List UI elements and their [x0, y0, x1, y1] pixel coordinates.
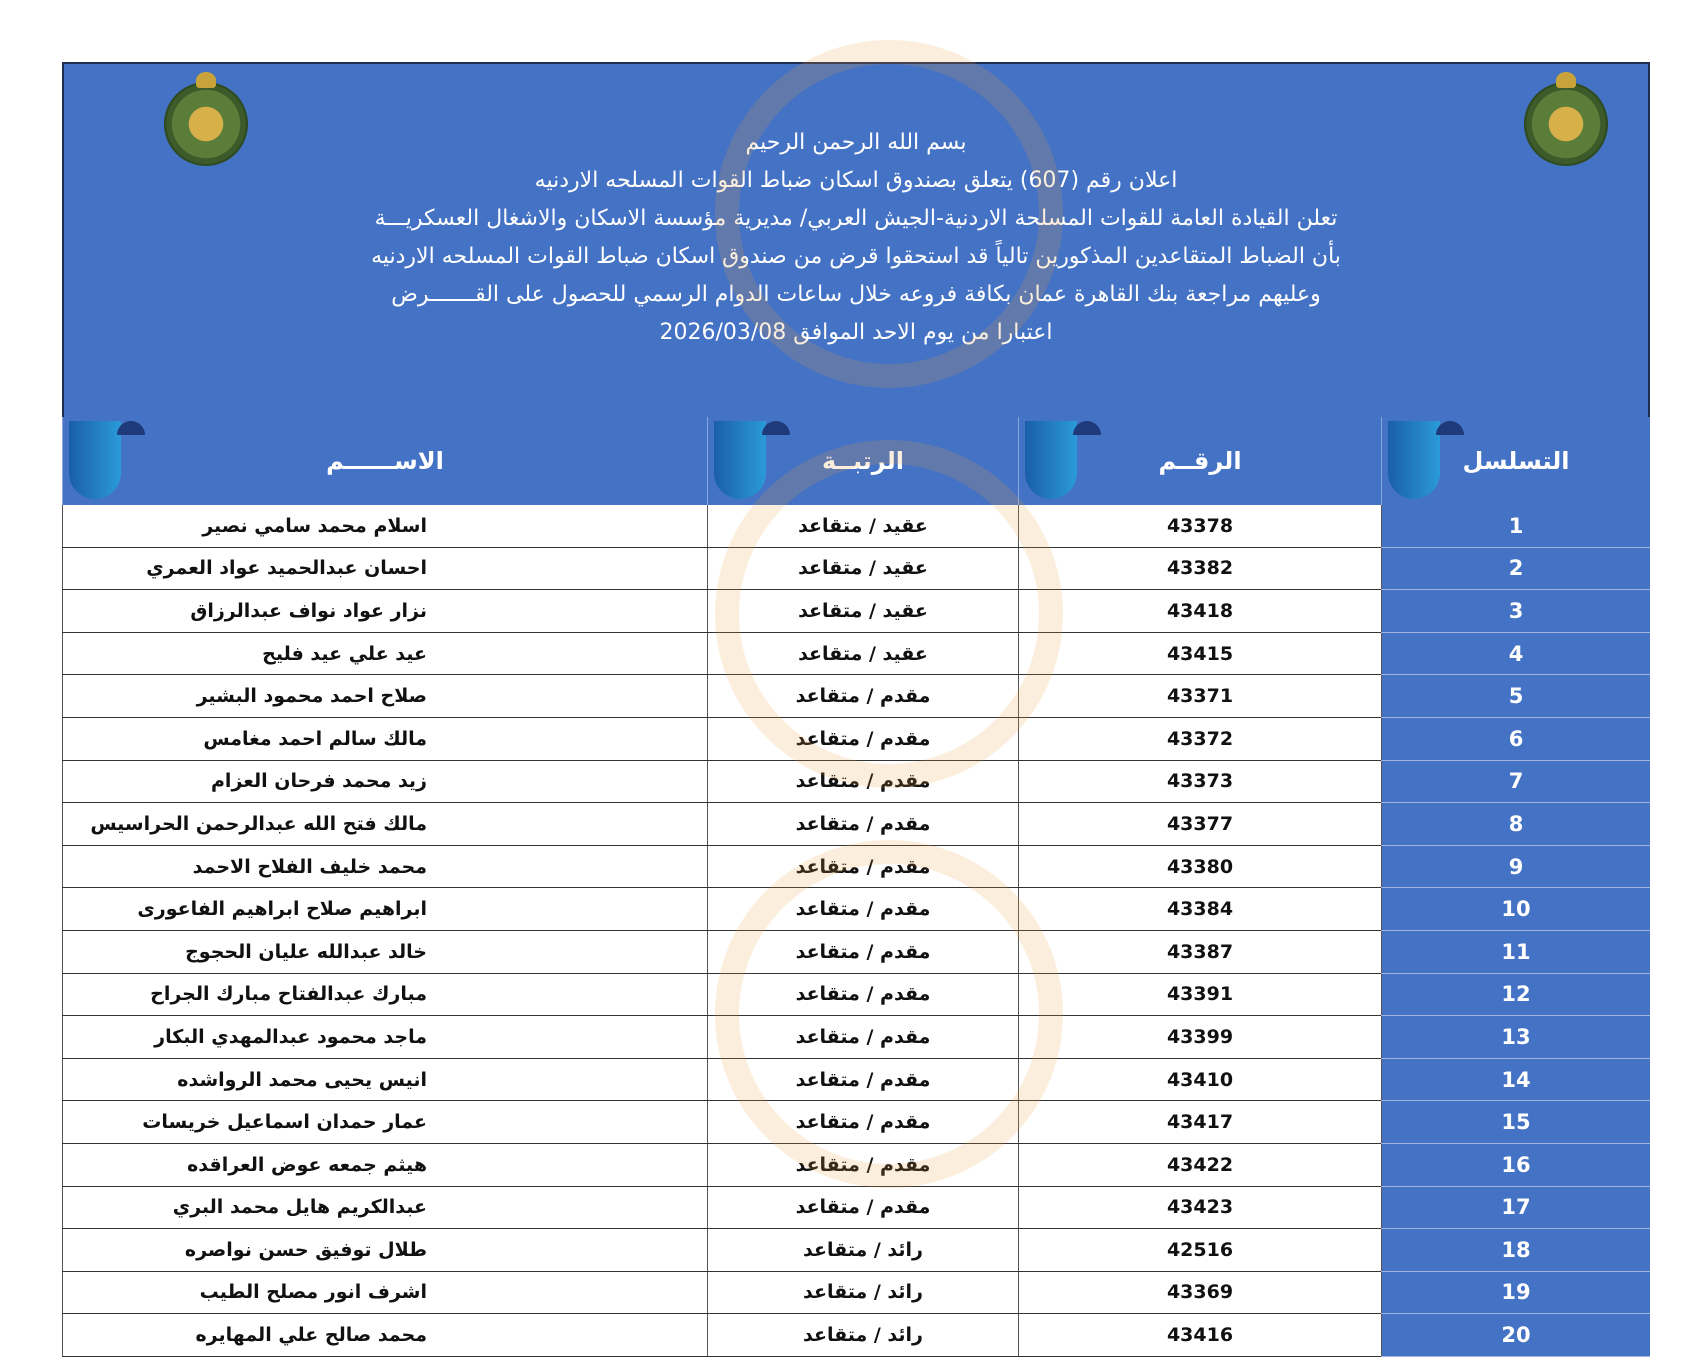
number-cell: 43373 [1019, 760, 1382, 803]
rank-cell: مقدم / متقاعد [708, 845, 1019, 888]
serial-cell: 17 [1382, 1186, 1651, 1229]
scroll-icon [1388, 421, 1440, 499]
serial-cell: 15 [1382, 1101, 1651, 1144]
table-row [63, 803, 1651, 846]
rank-cell: مقدم / متقاعد [708, 1186, 1019, 1229]
name-cell: مالك فتح الله عبدالرحمن الحراسيس [63, 803, 708, 846]
name-cell: انيس يحيى محمد الرواشده [63, 1058, 708, 1101]
rank-cell: مقدم / متقاعد [708, 1058, 1019, 1101]
serial-cell: 6 [1382, 717, 1651, 760]
number-cell: 43417 [1019, 1101, 1382, 1144]
column-header-number: الرقــم [1019, 417, 1382, 505]
table-row [63, 888, 1651, 931]
table-row [63, 1186, 1651, 1229]
name-cell: صلاح احمد محمود البشير [63, 675, 708, 718]
number-cell: 43387 [1019, 930, 1382, 973]
table-row [63, 675, 1651, 718]
table-row [63, 717, 1651, 760]
officers-table [62, 417, 1650, 1357]
rank-cell: مقدم / متقاعد [708, 803, 1019, 846]
serial-cell: 8 [1382, 803, 1651, 846]
rank-cell: رائد / متقاعد [708, 1271, 1019, 1314]
name-cell: عيد علي عيد فليح [63, 632, 708, 675]
serial-cell: 7 [1382, 760, 1651, 803]
serial-cell: 9 [1382, 845, 1651, 888]
rank-cell: مقدم / متقاعد [708, 675, 1019, 718]
table-row [63, 1058, 1651, 1101]
table-row [63, 1271, 1651, 1314]
table-row [63, 1314, 1651, 1357]
rank-cell: مقدم / متقاعد [708, 888, 1019, 931]
table-row [63, 930, 1651, 973]
rank-cell: مقدم / متقاعد [708, 1143, 1019, 1186]
table-row [63, 845, 1651, 888]
scroll-icon [714, 421, 766, 499]
serial-cell: 12 [1382, 973, 1651, 1016]
basmala: بسم الله الرحمن الرحيم [745, 130, 967, 155]
table-row [63, 590, 1651, 633]
table-row [63, 505, 1651, 547]
column-header-rank: الرتبــة [708, 417, 1019, 505]
announcement-date: اعتبارا من يوم الاحد الموافق 2026/03/08 [659, 320, 1053, 345]
rank-cell: مقدم / متقاعد [708, 1101, 1019, 1144]
rank-cell: رائد / متقاعد [708, 1229, 1019, 1272]
serial-cell: 10 [1382, 888, 1651, 931]
table-row [63, 1143, 1651, 1186]
number-cell: 43416 [1019, 1314, 1382, 1357]
table-row [63, 760, 1651, 803]
scroll-icon [1025, 421, 1077, 499]
number-cell: 43410 [1019, 1058, 1382, 1101]
name-cell: احسان عبدالحميد عواد العمري [63, 547, 708, 590]
rank-cell: مقدم / متقاعد [708, 973, 1019, 1016]
name-cell: عبدالكريم هايل محمد البري [63, 1186, 708, 1229]
name-cell: اسلام محمد سامي نصير [63, 505, 708, 547]
name-cell: ابراهيم صلاح ابراهيم الفاعورى [63, 888, 708, 931]
serial-cell: 11 [1382, 930, 1651, 973]
number-cell: 43380 [1019, 845, 1382, 888]
serial-cell: 1 [1382, 505, 1651, 547]
number-cell: 43399 [1019, 1016, 1382, 1059]
number-cell: 43378 [1019, 505, 1382, 547]
announcement-title: اعلان رقم (607) يتعلق بصندوق اسكان ضباط القوات المسلحه الاردنيه [534, 168, 1178, 193]
serial-cell: 4 [1382, 632, 1651, 675]
rank-cell: عقيد / متقاعد [708, 632, 1019, 675]
number-cell: 43418 [1019, 590, 1382, 633]
number-cell: 43372 [1019, 717, 1382, 760]
name-cell: نزار عواد نواف عبدالرزاق [63, 590, 708, 633]
serial-cell: 3 [1382, 590, 1651, 633]
rank-cell: عقيد / متقاعد [708, 505, 1019, 547]
name-cell: مبارك عبدالفتاح مبارك الجراح [63, 973, 708, 1016]
announcement-line: تعلن القيادة العامة للقوات المسلحة الاردنية-الجيش العربي/ مديرية مؤسسة الاسكان والاشغال العسكريـــة [374, 206, 1338, 231]
table-row [63, 1229, 1651, 1272]
column-header-name: الاســــــم [63, 417, 708, 505]
serial-cell: 19 [1382, 1271, 1651, 1314]
table-row [63, 1016, 1651, 1059]
column-header-serial: التسلسل [1382, 417, 1651, 505]
rank-cell: مقدم / متقاعد [708, 717, 1019, 760]
table-row [63, 632, 1651, 675]
name-cell: محمد خليف الفلاح الاحمد [63, 845, 708, 888]
announcement-line: بأن الضباط المتقاعدين المذكورين تالياً قد استحقوا قرض من صندوق اسكان ضباط القوات المسلحه الاردنيه [371, 244, 1341, 269]
announcement-banner [62, 62, 1650, 417]
scroll-icon [69, 421, 121, 499]
number-cell: 43384 [1019, 888, 1382, 931]
name-cell: طلال توفيق حسن نواصره [63, 1229, 708, 1272]
serial-cell: 16 [1382, 1143, 1651, 1186]
serial-cell: 5 [1382, 675, 1651, 718]
name-cell: ماجد محمود عبدالمهدي البكار [63, 1016, 708, 1059]
serial-cell: 2 [1382, 547, 1651, 590]
rank-cell: مقدم / متقاعد [708, 930, 1019, 973]
name-cell: عمار حمدان اسماعيل خريسات [63, 1101, 708, 1144]
name-cell: زيد محمد فرحان العزام [63, 760, 708, 803]
name-cell: هيثم جمعه عوض العراقده [63, 1143, 708, 1186]
serial-cell: 14 [1382, 1058, 1651, 1101]
serial-cell: 18 [1382, 1229, 1651, 1272]
number-cell: 43369 [1019, 1271, 1382, 1314]
rank-cell: عقيد / متقاعد [708, 547, 1019, 590]
serial-cell: 20 [1382, 1314, 1651, 1357]
number-cell: 43382 [1019, 547, 1382, 590]
number-cell: 43415 [1019, 632, 1382, 675]
number-cell: 43391 [1019, 973, 1382, 1016]
table-row [63, 1101, 1651, 1144]
number-cell: 42516 [1019, 1229, 1382, 1272]
name-cell: محمد صالح علي المهايره [63, 1314, 708, 1357]
serial-cell: 13 [1382, 1016, 1651, 1059]
name-cell: مالك سالم احمد مغامس [63, 717, 708, 760]
rank-cell: مقدم / متقاعد [708, 1016, 1019, 1059]
name-cell: خالد عبدالله عليان الحجوج [63, 930, 708, 973]
table-row [63, 547, 1651, 590]
announcement-text [64, 124, 1648, 352]
rank-cell: مقدم / متقاعد [708, 760, 1019, 803]
rank-cell: رائد / متقاعد [708, 1314, 1019, 1357]
announcement-line: وعليهم مراجعة بنك القاهرة عمان بكافة فروعه خلال ساعات الدوام الرسمي للحصول على القـــــــرض [391, 282, 1321, 307]
table-header-row [63, 417, 1651, 505]
number-cell: 43377 [1019, 803, 1382, 846]
rank-cell: عقيد / متقاعد [708, 590, 1019, 633]
number-cell: 43422 [1019, 1143, 1382, 1186]
number-cell: 43423 [1019, 1186, 1382, 1229]
number-cell: 43371 [1019, 675, 1382, 718]
table-row [63, 973, 1651, 1016]
name-cell: اشرف انور مصلح الطيب [63, 1271, 708, 1314]
